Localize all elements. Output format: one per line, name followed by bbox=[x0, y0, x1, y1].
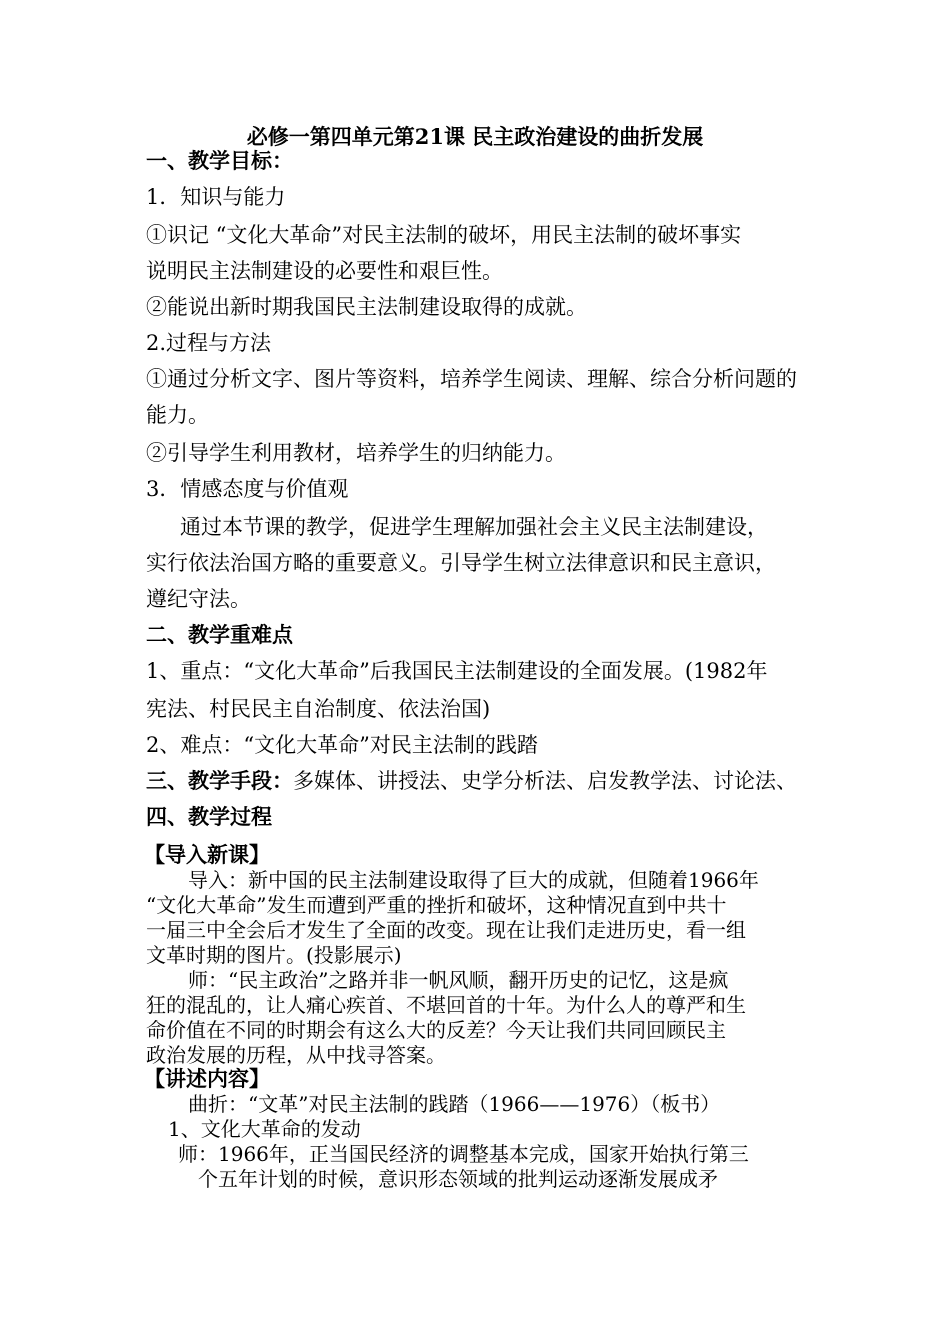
paragraph-line: 曲折：“文革”对民主法制的践踏（1966——1976）（板书） bbox=[188, 1092, 721, 1116]
paragraph-line: 导入：新中国的民主法制建设取得了巨大的成就，但随着1966年 bbox=[188, 868, 759, 892]
paragraph-line: 宪法、村民民主自治制度、依法治国) bbox=[146, 697, 491, 721]
methods-text: 多媒体、讲授法、史学分析法、启发教学法、讨论法、 bbox=[293, 769, 797, 793]
section-heading-introduction: 【导入新课】 bbox=[144, 842, 270, 867]
paragraph-line: ②能说出新时期我国民主法制建设取得的成就。 bbox=[146, 295, 587, 319]
subheading-knowledge: 1．知识与能力 bbox=[146, 185, 286, 209]
methods-label: 三、教学手段： bbox=[146, 768, 293, 793]
paragraph-line: 个五年计划的时候，意识形态领域的批判运动逐渐发展成矛 bbox=[198, 1167, 718, 1191]
paragraph-line: 说明民主法制建设的必要性和艰巨性。 bbox=[146, 259, 503, 283]
section-heading-lecture: 【讲述内容】 bbox=[144, 1066, 270, 1091]
paragraph-line: 师：“民主政治”之路并非一帆风顺，翻开历史的记忆，这是疯 bbox=[188, 968, 729, 992]
paragraph-line: ①通过分析文字、图片等资料，培养学生阅读、理解、综合分析问题的 bbox=[146, 367, 797, 391]
paragraph-line: ①识记 “文化大革命”对民主法制的破坏，用民主法制的破坏事实 bbox=[146, 223, 742, 247]
subheading-process: 2.过程与方法 bbox=[146, 331, 272, 355]
section-heading-objectives: 一、教学目标： bbox=[146, 148, 293, 173]
paragraph-line: 政治发展的历程，从中找寻答案。 bbox=[146, 1043, 446, 1067]
paragraph-line: 实行依法治国方略的重要意义。引导学生树立法律意识和民主意识， bbox=[146, 551, 776, 575]
paragraph-line: 师：1966年，正当国民经济的调整基本完成，国家开始执行第三 bbox=[178, 1142, 749, 1166]
paragraph-line: 2、难点：“文化大革命”对民主法制的践踏 bbox=[146, 733, 538, 757]
paragraph-line: 1、重点：“文化大革命”后我国民主法制建设的全面发展。(1982年 bbox=[146, 659, 768, 683]
paragraph-line: 遵纪守法。 bbox=[146, 587, 251, 611]
paragraph-line: 通过本节课的教学，促进学生理解加强社会主义民主法制建设， bbox=[180, 515, 768, 539]
paragraph-line: ②引导学生利用教材，培养学生的归纳能力。 bbox=[146, 441, 566, 465]
section-heading-key-points: 二、教学重难点 bbox=[146, 622, 293, 647]
paragraph-line: 狂的混乱的，让人痛心疾首、不堪回首的十年。为什么人的尊严和生 bbox=[146, 993, 746, 1017]
paragraph-line: 1、文化大革命的发动 bbox=[168, 1117, 361, 1141]
paragraph-line: “文化大革命”发生而遭到严重的挫折和破坏，这种情况直到中共十 bbox=[146, 893, 727, 917]
section-heading-process: 四、教学过程 bbox=[146, 804, 272, 829]
subheading-attitude: 3．情感态度与价值观 bbox=[146, 477, 349, 501]
paragraph-line: 文革时期的图片。(投影展示) bbox=[146, 943, 402, 967]
section-heading-methods bbox=[146, 768, 797, 794]
paragraph-line: 一届三中全会后才发生了全面的改变。现在让我们走进历史，看一组 bbox=[146, 918, 746, 942]
paragraph-line: 命价值在不同的时期会有这么大的反差？今天让我们共同回顾民主 bbox=[146, 1018, 726, 1042]
document-title: 必修一第四单元第21课 民主政治建设的曲折发展 bbox=[246, 124, 704, 149]
paragraph-line: 能力。 bbox=[146, 403, 209, 427]
